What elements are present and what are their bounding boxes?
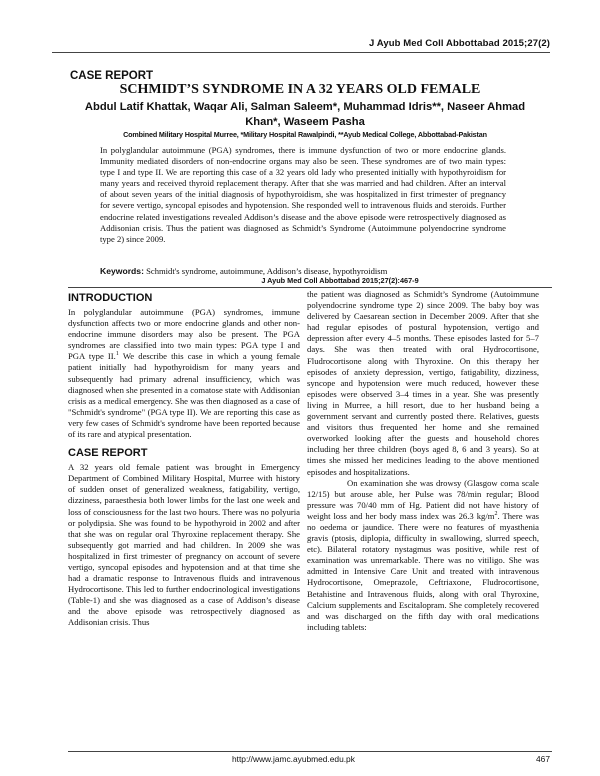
case-history-paragraph: the patient was diagnosed as Schmidt’s Syndrome (Autoimmune polyendocrine syndrome type 2) since 2009. The baby boy was delivered by Caesarean section in December 2009. After that she had regular episodes of postural hypotension, vertigo and depression after every 4–5 months. These episodes lasted for 5–7 days. She was then treated with oral Hydrocortisone, Fludrocortisone along with Thyroxine. On this therapy her episodes of anxiety depression, vertigo, fatigability, dizziness, syncope and hypotension were much reduced, however these episodes were observed 3–4 times in a year. She was presently living in Murree, a hill resort, due to her husband being a government servant and currently posted there. Relatives, guests and visitors thus frequented her home and she remained overworked looking after the guests and household chores including her three children (boys aged 8, 6 and 3 years). So at times she missed her medicines leading to the above mentioned episodes and hospitalizations. [307, 289, 539, 477]
article-title: SCHMIDT’S SYNDROME IN A 32 YEARS OLD FEMALE [119, 82, 481, 97]
header-rule [52, 52, 550, 53]
keywords-text: Schmidt's syndrome, autoimmune, Addison’s disease, hypothyroidism [146, 266, 388, 276]
superscript-two: 2 [494, 511, 498, 517]
page-number: 467 [536, 754, 550, 764]
footer-rule [68, 751, 552, 752]
journal-running-head: J Ayub Med Coll Abbottabad 2015;27(2) [368, 38, 550, 49]
introduction-heading: INTRODUCTION [68, 292, 153, 304]
case-report-paragraph: A 32 years old female patient was brought in Emergency Department of Combined Military Hospital, Murree with history of sudden onset of generalized weakness, fatigability, vertigo, dizziness, paraesthesia both lower limbs for the last one week and loss of consciousness for the last two hours. There was no polyuria or polydipsia. She was found to be hypothyroid in 2002 and after that she was on regular oral Thyroxine replacement therapy. She subsequently got married and had children. In 2009 she was hospitalized in first trimester of pregnancy on account of severe vertigo, syncopal episodes and hypotension and at that time she had a dramatic response to Intravenous fluids and intravenous Hydrocortisone. This led to further endocrinological investigations (Table-1) and she was diagnosed as a case of Addison’s disease and the above episode was retrospectively diagnosed as Addisonian crisis. Thus [68, 462, 300, 628]
introduction-paragraph: In polyglandular autoimmune (PGA) syndromes, immune dysfunction affects two or more endocrine glands and other non-endocrine immune disorders may also be present. The PGA syndromes are classified into two main types: PGA type I and PGA type II.$^1$ We describe this case in which a young female patient initially had hypothyroidism for many years and subsequently had primary adrenal insufficiency, which was diagnosed when she presented in a comatose state with Addisonian crisis as a medical emergency. She was then diagnosed as a case of "Schmidt's syndrome" (PGA type II). We are reporting this case as very few cases of Schmidt's syndrome have been reported because of its rare and atypical presentation. [68, 307, 300, 440]
abstract: In polyglandular autoimmune (PGA) syndromes, there is immune dysfunction of two or more endocrine glands. Immunity mediated disorders of non-endocrine organs may also be seen. These syndromes are of two main types: type I and type II. We are reporting this case of a 32 years old lady who presented initially with hypothyroidism for many years and received thyroid replacement therapy. After that she was married and had children. After an interval of about seven years of the initial diagnosis of hypothyroidism, she was hospitalized in first trimester of pregnancy for severe vertigo, syncopal episodes and hypotension. She responded well to intravenous fluids and steroids. Further endocrine related investigations revealed Addison’s disease and the above episode were retrospectively diagnosed as Addisonian crisis. Thus the patient was diagnosed as Schmidt’s Syndrome (Autoimmune polyendocrine syndrome type 2) since 2009. [100, 145, 506, 244]
case-report-heading: CASE REPORT [68, 447, 148, 460]
citation: J Ayub Med Coll Abbottabad 2015;27(2):467-9 [261, 276, 419, 285]
journal-url[interactable]: http://www.jamc.ayubmed.edu.pk [232, 754, 355, 764]
reference-mark: 1 [115, 351, 119, 358]
author-list: Abdul Latif Khattak, Waqar Ali, Salman Saleem*, Muhammad Idris**, Naseer Ahmad Khan*, Waseem Pasha [84, 101, 526, 128]
body-top-rule [68, 287, 552, 288]
examination-paragraph: On examination she was drowsy (Glasgow coma scale 12/15) but arouse able, her Pulse was 78/min regular; Blood pressure was 70/40 mm of Hg. Patient did not have history of weight loss and her body mass index was 26.3 $kg/m^2$. There was no oedema or jaundice. There were no features of myasthenia gravis (ptosis, diplopia, difficulty in swallowing, slurred speech, etc). Bilateral rotatory nystagmus was positive, while rest of examination was unremarkable. There was no vitiligo. She was admitted in Intensive Care Unit and treated with intravenous Hydrocortisone, Omeprazole, Ceftriaxone, Fludrocortisone, Betahistine and Intravenous fluids, along with oral Thyroxine, Calcium supplements and Escitalopram. She completely recovered and was discharged on the fifth day with oral medications including tablets: [307, 477, 539, 632]
affiliations: Combined Military Hospital Murree, *Military Hospital Rawalpindi, **Ayub Medical College, Abbottabad-Pakistan [123, 130, 487, 139]
section-label: CASE REPORT [70, 70, 154, 82]
right-column [307, 289, 539, 633]
keywords-label: Keywords: [100, 266, 144, 276]
left-column [68, 290, 300, 634]
